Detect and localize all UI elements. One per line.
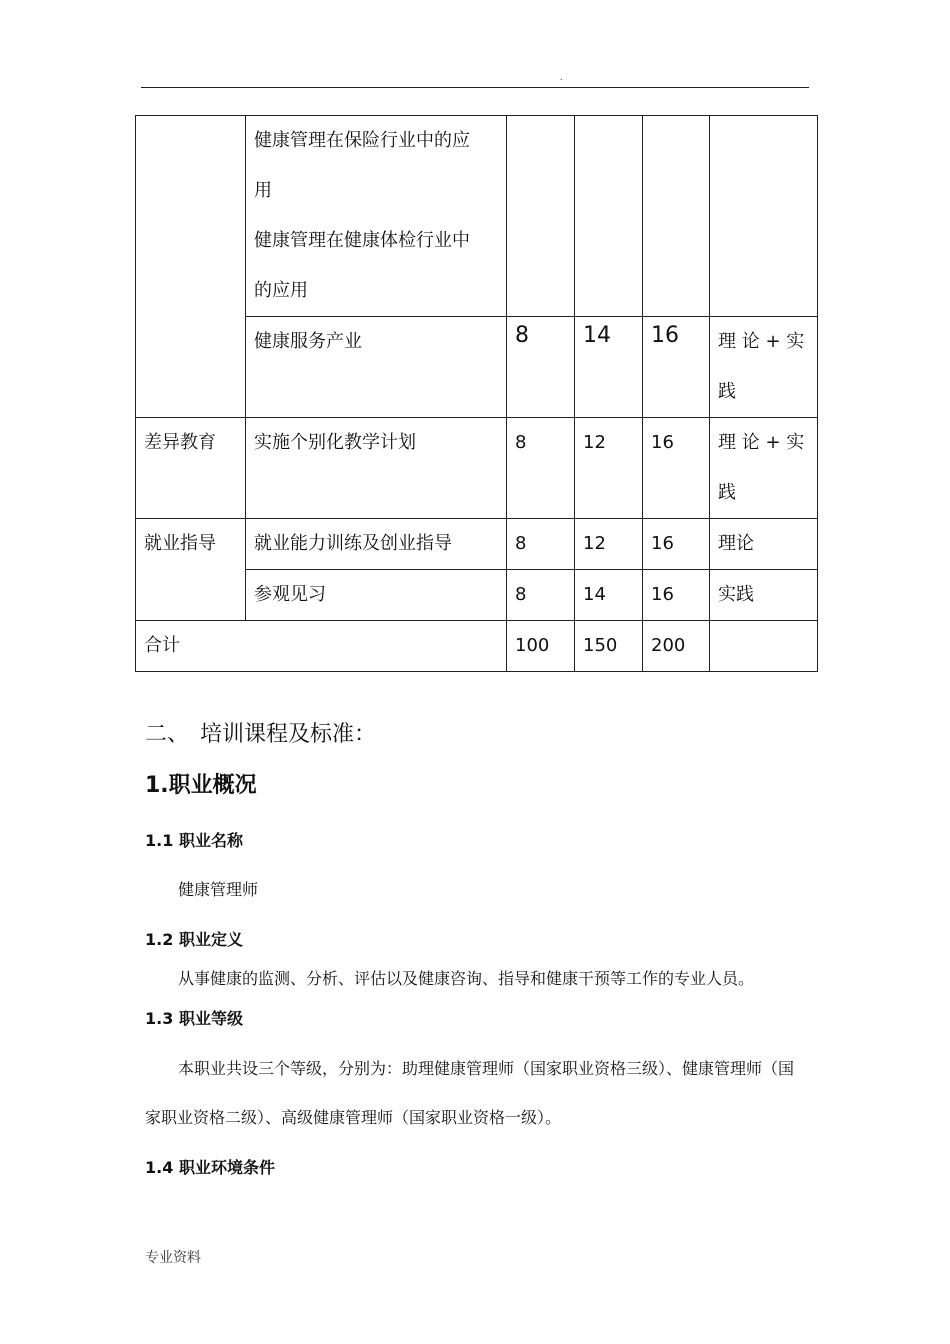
section-heading [145,718,376,752]
hours-cell [575,116,643,317]
hours-cell: 150 [575,621,643,672]
category-cell: 差异教育 [136,418,246,519]
hours-cell: 16 [643,570,710,621]
hours-cell: 16 [643,519,710,570]
table-row [136,621,818,672]
total-label: 合计 [136,621,507,672]
hours-cell: 8 [507,570,575,621]
hours-cell: 12 [575,418,643,519]
mode-cell: 理论 [710,519,818,570]
hours-cell: 8 [507,317,575,418]
subsection-heading: 1.2 职业定义 [145,930,244,949]
mode-cell: 理 论 + 实 践 [710,418,818,519]
paragraph: 家职业资格二级）、高级健康管理师（国家职业资格一级）。 [145,1108,562,1127]
header-rule [141,87,809,88]
section-number: 二、 [145,722,190,747]
subject-cell: 实施个别化教学计划 [246,418,507,519]
header-mark: . [560,73,563,82]
category-cell [136,116,246,418]
chapter-heading: 1.职业概况 [145,773,257,798]
course-table [135,115,818,672]
hours-cell: 14 [575,570,643,621]
footer-label: 专业资料 [145,1250,201,1266]
hours-cell [507,116,575,317]
mode-cell [710,621,818,672]
hours-cell: 100 [507,621,575,672]
category-cell: 就业指导 [136,519,246,621]
section-title: 培训课程及标准： [200,722,377,747]
subject-cell: 健康服务产业 [246,317,507,418]
subsection-heading: 1.3 职业等级 [145,1009,244,1028]
subject-cell: 健康管理在保险行业中的应 用 健康管理在健康体检行业中 的应用 [246,116,507,317]
table-row [136,418,818,519]
hours-cell: 14 [575,317,643,418]
hours-cell [643,116,710,317]
hours-cell: 8 [507,519,575,570]
subject-cell: 就业能力训练及创业指导 [246,519,507,570]
paragraph: 从事健康的监测、分析、评估以及健康咨询、指导和健康干预等工作的专业人员。 [178,969,755,988]
mode-cell: 理 论 + 实 践 [710,317,818,418]
table-row [136,116,818,317]
hours-cell: 200 [643,621,710,672]
subsection-heading: 1.4 职业环境条件 [145,1158,276,1177]
mode-cell: 实践 [710,570,818,621]
mode-cell [710,116,818,317]
paragraph: 本职业共设三个等级，分别为：助理健康管理师（国家职业资格三级）、健康管理师（国 [178,1059,795,1078]
subsection-heading: 1.1 职业名称 [145,831,244,850]
subject-cell: 参观见习 [246,570,507,621]
hours-cell: 16 [643,418,710,519]
paragraph: 健康管理师 [178,880,259,899]
hours-cell: 12 [575,519,643,570]
hours-cell: 8 [507,418,575,519]
hours-cell: 16 [643,317,710,418]
table-row [136,519,818,570]
